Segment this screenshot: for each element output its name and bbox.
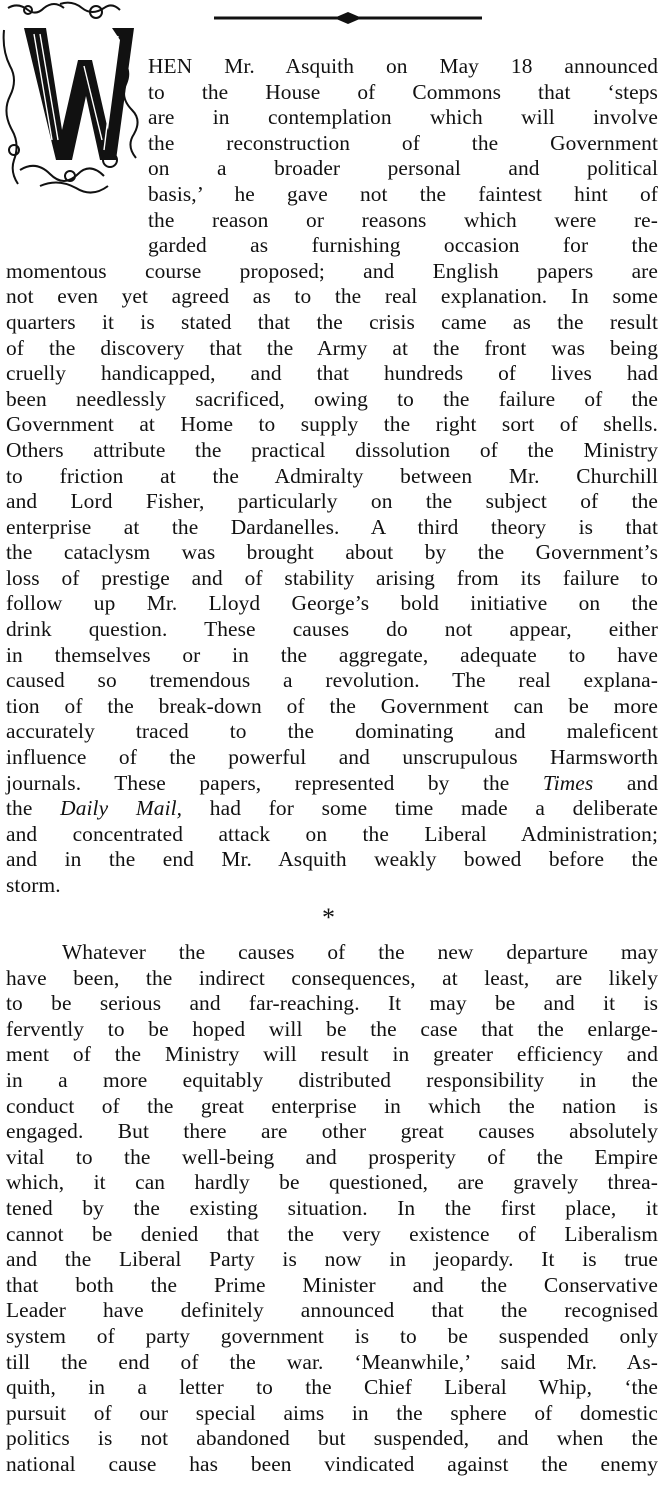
text-run: and (593, 770, 659, 795)
text-run: journals. These papers, represented by the (6, 770, 543, 795)
text-line: vital to the well-being and prosperity of the Empire (6, 1144, 658, 1169)
text-line: Leader have definitely announced that the recognised (6, 1298, 658, 1323)
text-line: pursuit of our special aims in the sphere of domestic (6, 1400, 658, 1425)
text-line (6, 771, 658, 797)
text-line: conduct of the great enterprise in which the nation is (6, 1093, 658, 1118)
text-line: ment of the Ministry will result in greater efficiency and (6, 1042, 658, 1067)
text-line: on a broader personal and political (148, 156, 658, 181)
text-run: the (6, 796, 61, 821)
text-line (6, 796, 658, 822)
text-line: to be serious and far-reaching. It may be and it is (6, 991, 658, 1016)
text-line: quarters it is stated that the crisis came as the result (6, 309, 658, 334)
newspaper-title-times: Times (542, 770, 594, 795)
text-line: that both the Prime Minister and the Conservative (6, 1272, 658, 1297)
text-line: momentous course proposed; and English papers are (6, 258, 658, 283)
section-separator: * (322, 903, 335, 932)
text-line: have been, the indirect consequences, at least, are likely (6, 965, 658, 990)
text-line: to friction at the Admiralty between Mr. Churchill (6, 463, 658, 488)
text-line: which, it can hardly be questioned, are gravely threa- (6, 1170, 658, 1195)
text-line: engaged. But there are other great causes absolutely (6, 1119, 658, 1144)
newspaper-title-daily-mail: Daily Mail, (60, 796, 183, 821)
text-line: politics is not abandoned but suspended, and when the (6, 1426, 658, 1451)
text-line: cannot be denied that the very existence of Liberalism (6, 1221, 658, 1246)
text-line: HEN Mr. Asquith on May 18 announced (148, 54, 658, 78)
text-line: are in contemplation which will involve (148, 105, 658, 130)
text-line: cruelly handicapped, and that hundreds of lives had (6, 361, 658, 386)
text-line: fervently to be hoped will be the case that the enlarge- (6, 1016, 658, 1041)
text-line: accurately traced to the dominating and maleficent (6, 719, 658, 744)
text-line: tened by the existing situation. In the first place, it (6, 1195, 658, 1220)
text-line: tion of the break-down of the Government can be more (6, 693, 658, 718)
ornamental-rule (214, 11, 482, 25)
text-line: basis,’ he gave not the faintest hint of (148, 181, 658, 206)
text-line: the reason or reasons which were re- (148, 207, 658, 232)
text-line: to the House of Commons that ‘steps (148, 79, 658, 104)
text-line: and concentrated attack on the Liberal Administration; (6, 821, 658, 846)
text-line: in themselves or in the aggregate, adequate to have (6, 642, 658, 667)
text-line: enterprise at the Dardanelles. A third theory is that (6, 514, 658, 539)
text-line: follow up Mr. Lloyd George’s bold initiative on the (6, 591, 658, 616)
intro-lines (6, 54, 658, 899)
text-line: caused so tremendous a revolution. The real explana- (6, 668, 658, 693)
text-line: national cause has been vindicated against the enemy (6, 1451, 658, 1476)
text-line: and Lord Fisher, particularly on the subject of the (6, 489, 658, 514)
text-line: in a more equitably distributed responsibility in the (6, 1067, 658, 1092)
second-paragraph (6, 940, 658, 1477)
text-line: and in the end Mr. Asquith weakly bowed before the (6, 847, 658, 872)
text-line: storm. (6, 873, 61, 897)
text-line: the reconstruction of the Government (148, 130, 658, 155)
text-line: Others attribute the practical dissolution of the Ministry (6, 437, 658, 462)
text-line: and the Liberal Party is now in jeopardy. It is true (6, 1247, 658, 1272)
text-run: had for some time made a deliberate (182, 796, 659, 821)
text-line: not even yet agreed as to the real explanation. In some (6, 284, 658, 309)
text-line: loss of prestige and of stability arising from its failure to (6, 565, 658, 590)
text-line: of the discovery that the Army at the front was being (6, 335, 658, 360)
text-line: Government at Home to supply the right sort of shells. (6, 412, 658, 437)
text-line: garded as furnishing occasion for the (148, 233, 658, 258)
text-line: quith, in a letter to the Chief Liberal Whip, ‘the (6, 1375, 658, 1400)
text-line: the cataclysm was brought about by the Government’s (6, 540, 658, 565)
text-line: till the end of the war. ‘Meanwhile,’ said Mr. As- (6, 1349, 658, 1374)
text-line: system of party government is to be suspended only (6, 1323, 658, 1348)
text-line: been needlessly sacrificed, owing to the failure of the (6, 386, 658, 411)
text-line: drink question. These causes do not appear, either (6, 617, 658, 642)
text-line: Whatever the causes of the new departure may (62, 940, 658, 964)
text-line: influence of the powerful and unscrupulous Harmsworth (6, 745, 658, 770)
